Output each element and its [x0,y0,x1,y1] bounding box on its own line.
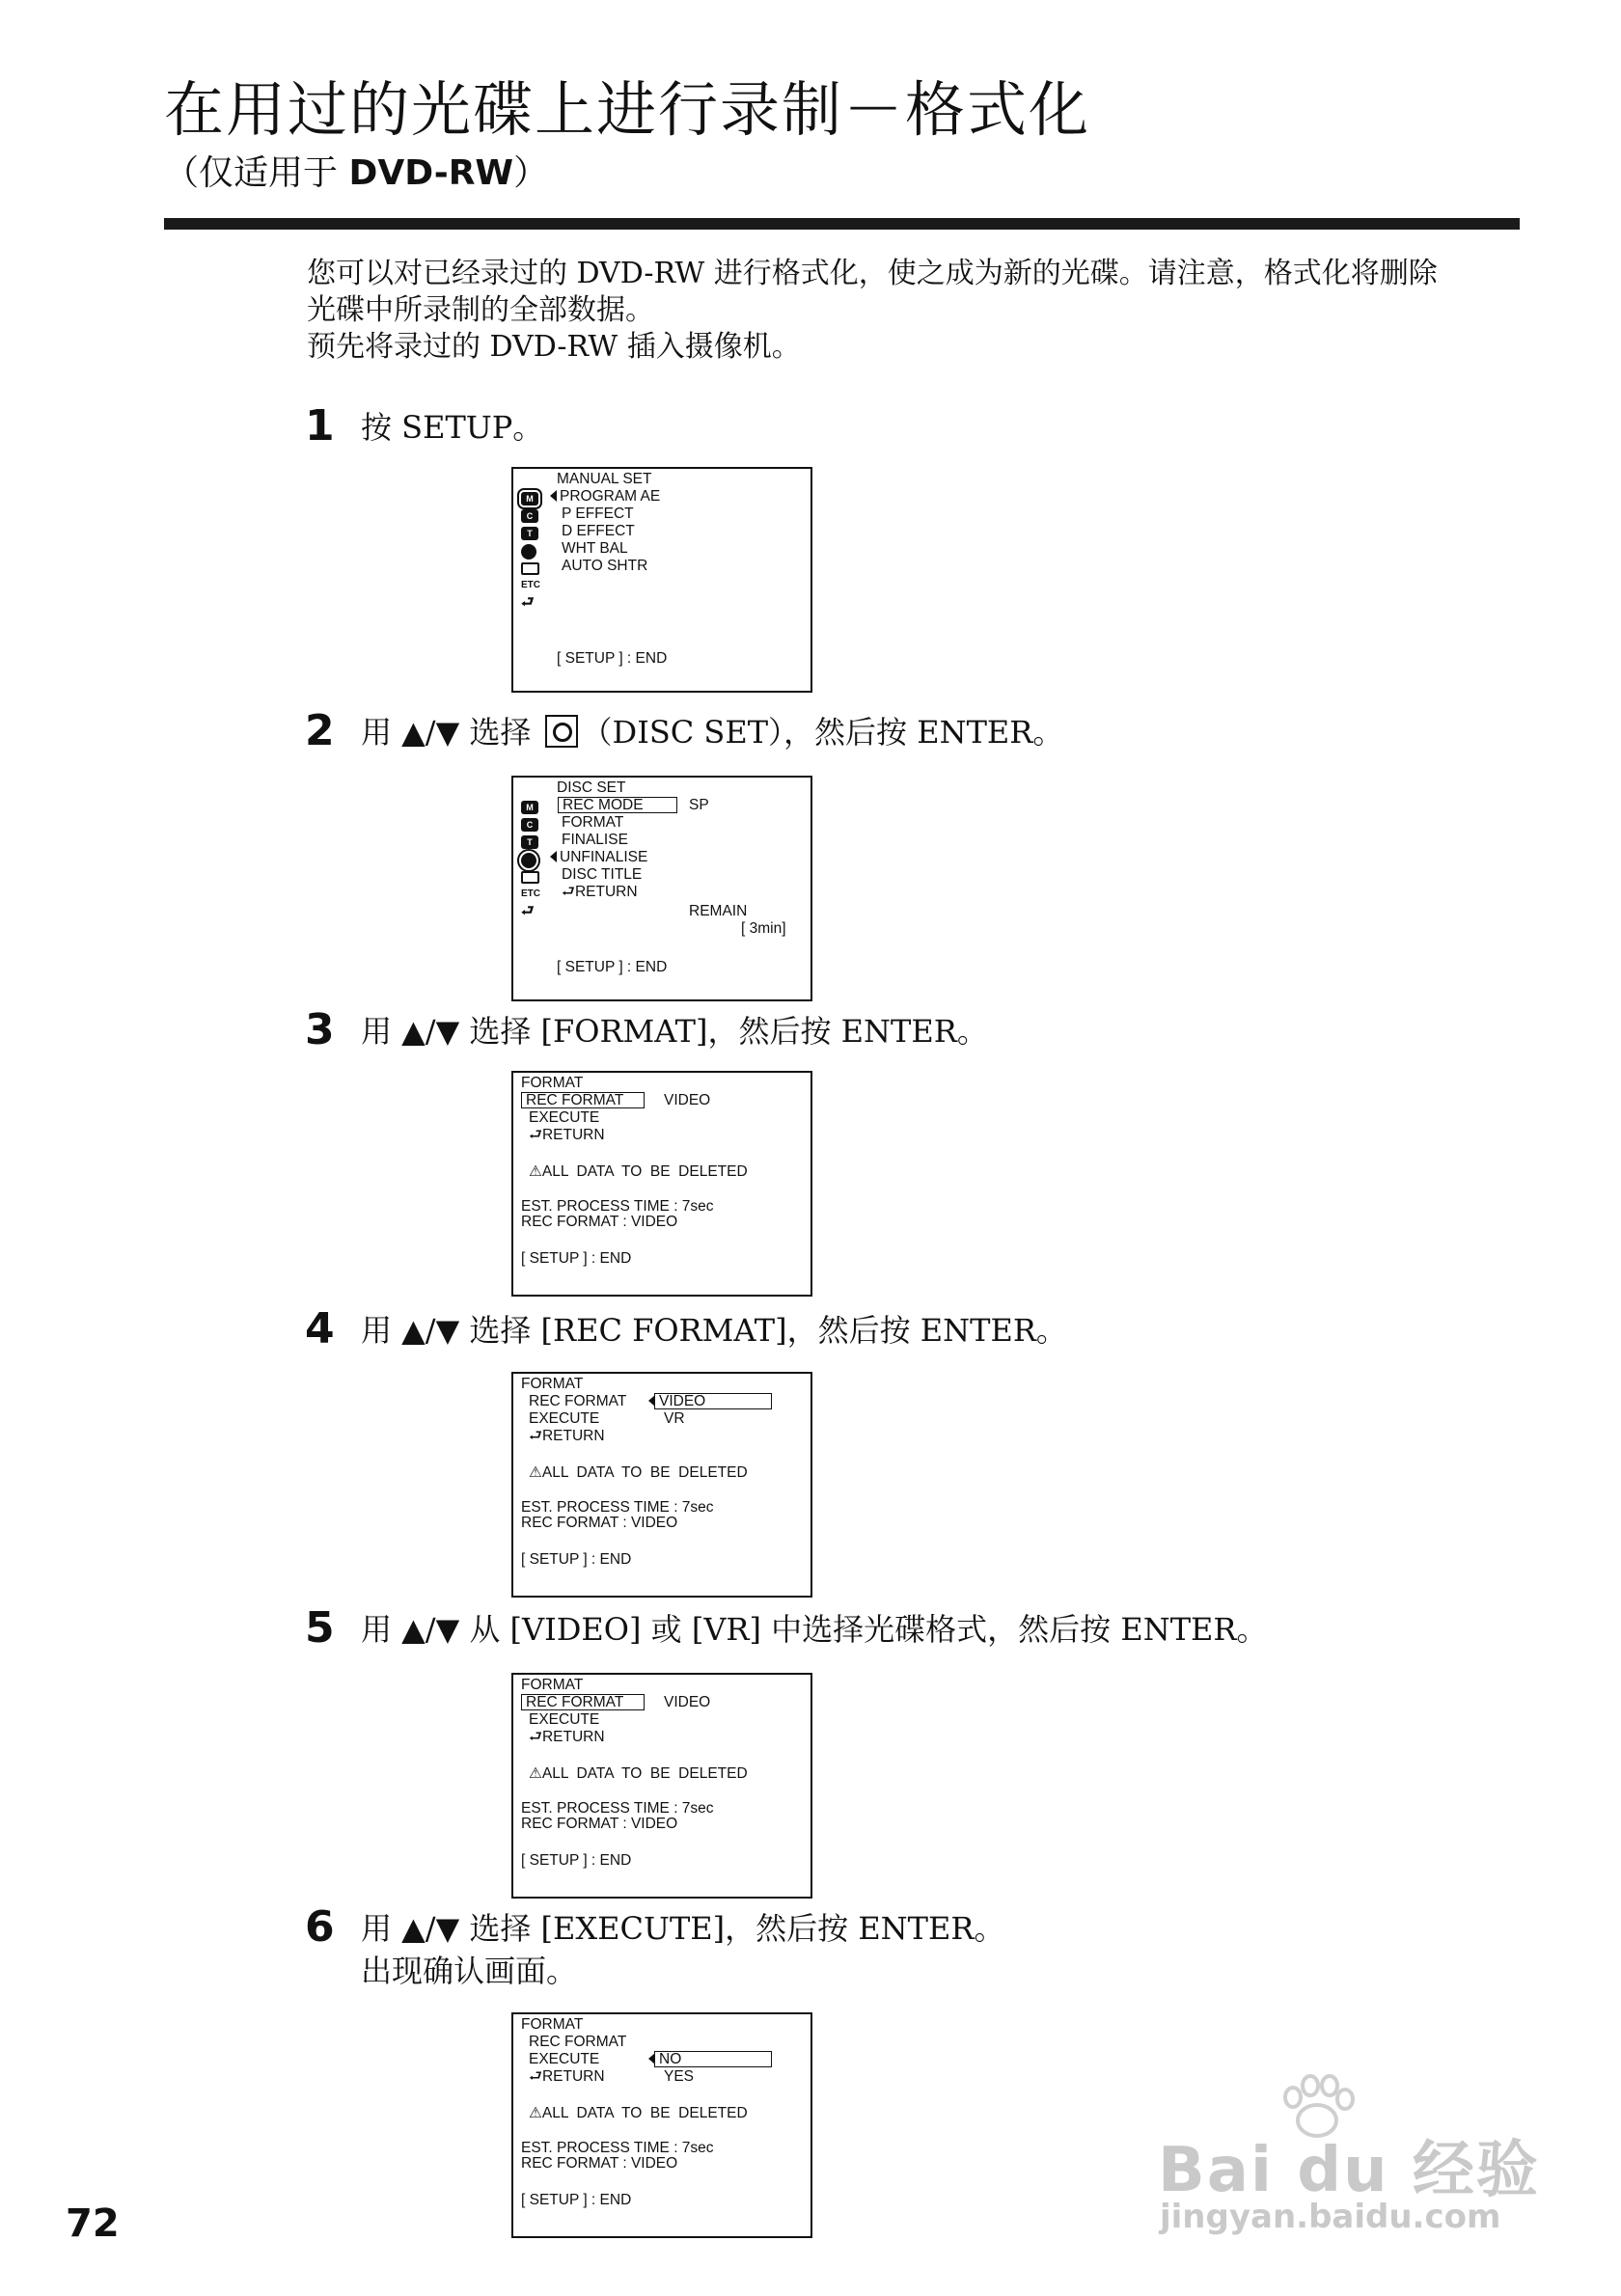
setup-menu-icon [521,871,539,884]
menu-item: REC MODE [562,797,677,814]
menu-footer: [ SETUP ] : END [521,1250,632,1267]
tape-set-icon: T [521,835,538,849]
format-value: VIDEO [664,1092,711,1108]
menu-item: ⮐RETURN [529,1729,605,1745]
watermark-brand: Bai du 经验 [1158,2135,1540,2206]
subtitle-prefix: （仅适用于 [164,153,349,193]
step-number: 6 [305,1902,335,1952]
selection-arrow-icon [550,490,557,502]
menu-item: WHT BAL [562,540,628,557]
warning-icon: ⚠ [529,1765,542,1782]
selection-arrow-icon [550,851,557,862]
step-4 [305,1304,1067,1353]
screen-format-2 [511,1372,812,1598]
step-6 [305,1902,1005,1992]
menu-heading: FORMAT [521,2016,584,2033]
menu-item: ⮐RETURN [529,1127,605,1143]
warning-icon: ⚠ [529,2105,542,2121]
intro-line: 光碟中所录制的全部数据。 [307,293,654,327]
step-text: 用 ▲/▼ 选择 [FORMAT]，然后按 ENTER。 [361,1013,988,1050]
menu-item: FINALISE [562,832,628,848]
menu-item: P EFFECT [562,506,634,522]
rec-format-status: REC FORMAT : VIDEO [521,2155,678,2172]
manual-set-icon: M [521,801,538,814]
step-number: 5 [305,1603,335,1653]
step-number: 3 [305,1005,335,1054]
step-number: 1 [305,401,335,451]
menu-item: D EFFECT [562,523,635,539]
rec-format-status: REC FORMAT : VIDEO [521,1816,678,1832]
menu-icons [521,492,550,614]
step-text: （DISC SET），然后按 ENTER。 [581,714,1064,751]
menu-item: REC FORMAT [525,1694,645,1711]
process-time: EST. PROCESS TIME : 7sec [521,2140,714,2156]
rec-mode-value: SP [689,797,709,813]
menu-item: DISC TITLE [562,866,643,883]
menu-item: ⮐RETURN [529,1428,605,1444]
disc-set-icon [521,853,536,868]
menu-heading: FORMAT [521,1075,584,1091]
confirm-option: YES [664,2068,695,2085]
rec-format-status: REC FORMAT : VIDEO [521,1214,678,1230]
camera-set-icon: C [521,818,538,832]
menu-item: UNFINALISE [550,849,647,866]
menu-item: EXECUTE [529,2051,600,2067]
step-text: 用 ▲/▼ 从 [VIDEO] 或 [VR] 中选择光碟格式，然后按 ENTER。 [361,1611,1268,1648]
menu-item: REC FORMAT [529,2034,627,2050]
warning-text: ⚠ALL DATA TO BE DELETED [529,1464,748,1481]
intro-text [307,256,1532,366]
step-1 [305,401,544,451]
warning-icon: ⚠ [529,1163,542,1180]
step-text: 用 ▲/▼ 选择 [EXECUTE]，然后按 ENTER。 [361,1910,1005,1947]
disc-set-icon [521,544,536,560]
screen-format-1 [511,1071,812,1297]
screen-disc-set [511,776,812,1001]
etc-icon: ETC [521,580,540,590]
step-text: 用 ▲/▼ 选择 [REC FORMAT]，然后按 ENTER。 [361,1312,1067,1349]
step-5 [305,1603,1268,1653]
step-number: 4 [305,1304,335,1353]
menu-heading: DISC SET [557,779,626,796]
return-icon: ⮐ [521,594,535,611]
menu-item: EXECUTE [529,1410,600,1427]
step-text: 按 SETUP。 [361,409,544,446]
watermark [1148,2074,1553,2238]
disc-set-icon [545,715,578,748]
step-number: 2 [305,706,335,755]
menu-item: ⮐RETURN [529,2068,605,2085]
warning-text: ⚠ALL DATA TO BE DELETED [529,1163,748,1180]
menu-icons [521,801,550,922]
screen-manual-set [511,467,812,693]
screen-format-3 [511,1673,812,1899]
menu-item: REC FORMAT [525,1092,645,1109]
process-time: EST. PROCESS TIME : 7sec [521,1499,714,1516]
step-2 [305,706,1064,755]
warning-text: ⚠ALL DATA TO BE DELETED [529,1765,748,1782]
format-option: VR [664,1410,685,1427]
menu-footer: [ SETUP ] : END [557,650,668,667]
title-rule [164,218,1520,230]
step-3 [305,1005,988,1054]
menu-item: AUTO SHTR [562,558,648,574]
page-title: 在用过的光碟上进行录制－格式化 [164,74,1091,145]
warning-text: ⚠ALL DATA TO BE DELETED [529,2105,748,2121]
step-subtext: 出现确认画面。 [361,1953,578,1989]
menu-heading: FORMAT [521,1677,584,1693]
subtitle-suffix: ） [513,153,549,193]
menu-footer: [ SETUP ] : END [521,1551,632,1568]
page-subtitle [164,152,548,194]
format-option: VIDEO [648,1393,772,1410]
manual-set-icon: M [521,492,538,506]
menu-footer: [ SETUP ] : END [557,959,668,975]
remain-label: REMAIN [689,903,748,919]
screen-format-confirm [511,2012,812,2238]
watermark-url: jingyan.baidu.com [1160,2198,1501,2236]
menu-footer: [ SETUP ] : END [521,1852,632,1869]
menu-footer: [ SETUP ] : END [521,2192,632,2208]
menu-heading: MANUAL SET [557,471,652,487]
setup-menu-icon [521,562,539,575]
process-time: EST. PROCESS TIME : 7sec [521,1800,714,1817]
format-value: VIDEO [664,1694,711,1710]
intro-line: 您可以对已经录过的 DVD-RW 进行格式化，使之成为新的光碟。请注意，格式化将删除 [307,257,1438,290]
warning-icon: ⚠ [529,1464,542,1481]
confirm-option: NO [648,2051,772,2068]
remain-value: [ 3min] [741,920,786,937]
subtitle-model: DVD-RW [348,153,514,193]
menu-item: REC FORMAT [529,1393,627,1409]
rec-format-status: REC FORMAT : VIDEO [521,1515,678,1531]
return-icon: ⮐ [521,903,535,919]
menu-heading: FORMAT [521,1376,584,1392]
etc-icon: ETC [521,888,540,899]
menu-item: ⮐RETURN [562,884,638,900]
camera-set-icon: C [521,509,538,523]
menu-item: EXECUTE [529,1711,600,1728]
menu-item: FORMAT [562,814,624,831]
step-text: 用 ▲/▼ 选择 [361,714,541,751]
process-time: EST. PROCESS TIME : 7sec [521,1198,714,1215]
tape-set-icon: T [521,527,538,540]
page-number: 72 [66,2201,120,2246]
menu-item: EXECUTE [529,1109,600,1126]
menu-item: PROGRAM AE [550,488,660,506]
intro-line: 预先将录过的 DVD-RW 插入摄像机。 [307,330,801,364]
